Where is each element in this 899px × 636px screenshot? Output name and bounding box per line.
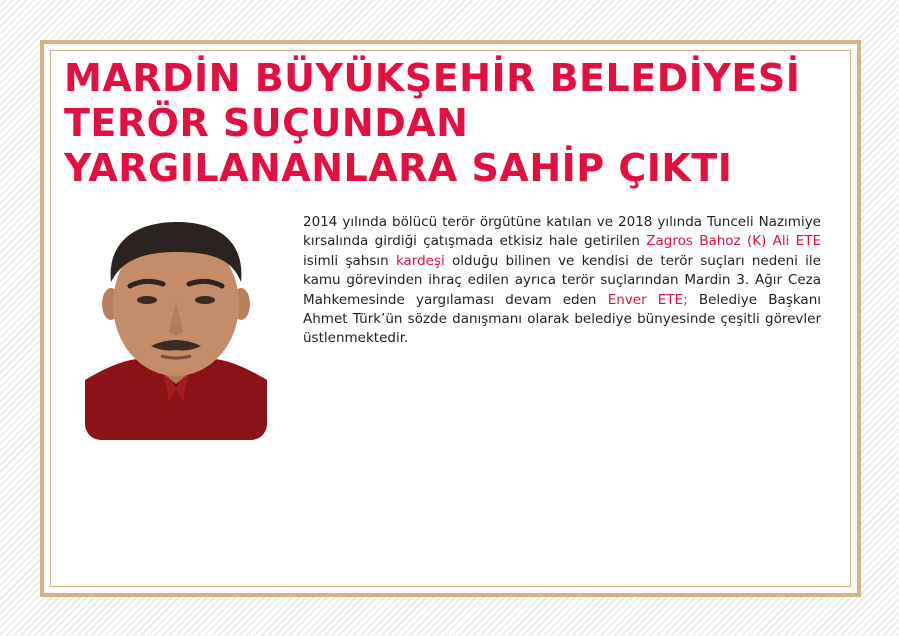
body-segment-4: Belediye Başkanı Ahmet Türk’ün sözde danışmanı olarak belediye bünyesinde çeşitli görevler üstlenmektedir. [303, 291, 822, 347]
portrait-photo [85, 212, 267, 440]
headline-line-2: TERÖR SUÇUNDAN [64, 101, 469, 145]
headline-line-1: MARDİN BÜYÜKŞEHİR BELEDİYESİ [64, 56, 801, 100]
body-segment-1: 2014 yılında bölücü terör örgütüne katılan ve 2018 yılında Tunceli Nazımiye kırsalında girdiği çatışmada etkisiz hale getirilen [303, 214, 821, 250]
portrait-illustration [85, 212, 267, 440]
highlight-relation: kardeşi [395, 252, 445, 269]
article-body [303, 213, 821, 349]
headline [64, 56, 800, 191]
headline-line-3: YARGILANANLARA SAHİP ÇIKTI [64, 146, 733, 190]
highlight-name-zagros: Zagros Bahoz (K) Ali ETE [646, 233, 822, 250]
body-segment-3: olduğu bilinen ve kendisi de terör suçları nedeni ile kamu görevinden ihraç edilen ayrıca terör suçlarından Mardin 3. Ağır Ceza Mahkemesinde yargılaması devam eden [303, 252, 821, 308]
body-segment-2: isimli şahsın [303, 252, 396, 269]
highlight-name-enver: Enver ETE; [607, 291, 688, 308]
